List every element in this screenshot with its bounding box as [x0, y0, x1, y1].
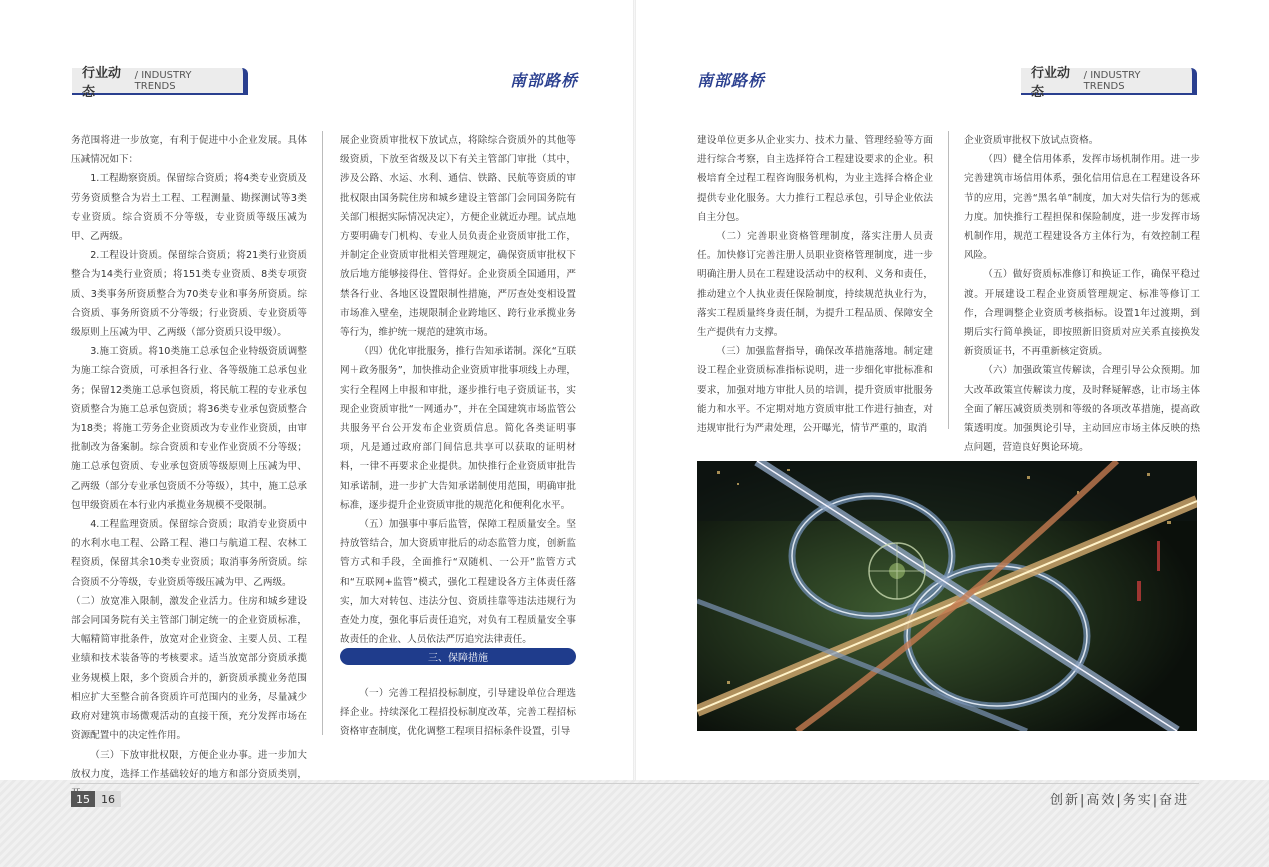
section-tab-right — [1021, 65, 1197, 100]
section-title-en: / INDUSTRY TRENDS — [1083, 69, 1141, 92]
section-title-en: / INDUSTRY TRENDS — [134, 69, 192, 92]
text-column-1 — [71, 131, 307, 803]
paragraph: 2.工程设计资质。保留综合资质；将21类行业资质整合为14类行业资质；将151类专业资质、8类专项资质、3类事务所资质整合为70类专业和事务所资质。综合资质、事务所资质不分等级；行业资质、专业资质等级原则上压减为甲、乙两级（部分资质只设甲级）。 — [71, 250, 307, 339]
paragraph: 3.施工资质。将10类施工总承包企业特级资质调整为施工综合资质，可承担各行业、各等级施工总承包业务；保留12类施工总承包资质，将民航工程的专业承包资质整合为施工总承包资质；将36类专业承包资质整合为18类；将施工劳务企业资质改为专业作业资质，由审批制改为备案制。综合资质和专业作业资质不分等级；施工总承包资质、专业承包资质等级原则上压减为甲、乙两级（部分专业承包资质不分等级），其中，施工总承包甲级资质在本行业内承揽业务规模不受限制。 — [71, 346, 307, 511]
highway-interchange-night-icon — [697, 461, 1197, 731]
page-number-right: 16 — [95, 791, 121, 807]
paragraph: 1.工程勘察资质。保留综合资质；将4类专业资质及劳务资质整合为岩土工程、工程测量、勘探测试等3类专业资质。综合资质不分等级，专业资质等级压减为甲、乙两级。 — [71, 173, 307, 243]
text-column-2-bottom — [340, 684, 576, 742]
text-column-2 — [340, 131, 576, 649]
footer-rule — [70, 783, 1199, 784]
brand-logo-right: 南部路桥 — [697, 71, 766, 90]
paragraph: （六）加强政策宣传解读，合理引导公众预期。加大改革政策宣传解读力度，及时释疑解惑，让市场主体全面了解压减资质类别和等级的各项改革措施，提高政策透明度。加强舆论引导，主动回应市场主体反映的热点问题，营造良好舆论环境。 — [964, 365, 1200, 454]
paragraph: 建设单位更多从企业实力、技术力量、管理经验等方面进行综合考察，自主选择符合工程建设要求的企业。积极培育全过程工程咨询服务机构，为业主选择合格企业提供专业化服务。大力推行工程总承包，引导企业依法自主分包。 — [697, 135, 933, 223]
paragraph: 务范围将进一步放宽，有利于促进中小企业发展。具体压减情况如下： — [71, 135, 307, 166]
section-heading-bar: 三、保障措施 — [340, 648, 576, 665]
paragraph: （二）放宽准入限制，激发企业活力。住房和城乡建设部会同国务院有关主管部门制定统一的企业资质标准，大幅精简审批条件，放宽对企业资金、主要人员、工程业绩和技术装备等的考核要求。适当放宽部分资质承揽业务规模上限，多个资质合并的，新资质承揽业务范围相应扩大至整合前各资质许可范围内的业务，尽量减少政府对建筑市场微观活动的直接干预，充分发挥市场在资源配置中的决定性作用。 — [71, 595, 307, 742]
paragraph: （三）加强监督指导，确保改革措施落地。制定建设工程企业资质标准指标说明，进一步细化审批标准和要求，加强对地方审批人员的培训，提升资质审批服务能力和水平。不定期对地方资质审批工作进行抽查，对违规审批行为严肃处理，公开曝光，情节严重的，取消 — [697, 346, 933, 435]
text-column-4 — [964, 131, 1200, 457]
footer-slogan: 创新|高效|务实|奋进 — [1050, 793, 1190, 808]
paragraph: （四）优化审批服务，推行告知承诺制。深化“互联网＋政务服务”，加快推动企业资质审批事项线上办理，实行全程网上申报和审批，逐步推行电子资质证书，实现企业资质审批“一网通办”，并在全国建筑市场监管公共服务平台公开发布企业资质信息。简化各类证明事项，凡是通过政府部门间信息共享可以获取的证明材料，一律不再要求企业提供。加快推行企业资质审批告知承诺制，进一步扩大告知承诺制使用范围，明确审批标准，逐步提升企业资质审批的规范化和便利化水平。 — [340, 346, 576, 511]
page-number-left: 15 — [71, 791, 95, 807]
section-title-cn: 行业动态 — [1031, 65, 1071, 100]
page-gutter — [633, 0, 636, 780]
paragraph: （一）完善工程招投标制度，引导建设单位合理选择企业。持续深化工程招投标制度改革，完善工程招标资格审查制度，优化调整工程项目招标条件设置，引导 — [340, 688, 576, 738]
column-divider — [322, 131, 323, 735]
paragraph: （二）完善职业资格管理制度，落实注册人员责任。加快修订完善注册人员职业资格管理制度，进一步明确注册人员在工程建设活动中的权利、义务和责任，推动建立个人执业责任保险制度，持续规范执业行为，落实工程质量终身责任制，为提升工程品质、保障安全生产提供有力支撑。 — [697, 231, 933, 339]
paragraph: 4.工程监理资质。保留综合资质；取消专业资质中的水利水电工程、公路工程、港口与航道工程、农林工程资质，保留其余10类专业资质；取消事务所资质。综合资质不分等级，专业资质等级压减为甲、乙两级。 — [71, 519, 307, 588]
column-divider — [948, 131, 949, 429]
paragraph: （五）加强事中事后监管，保障工程质量安全。坚持放管结合，加大资质审批后的动态监管力度，创新监管方式和手段，全面推行“双随机、一公开”监管方式和“互联网+监管”模式，强化工程建设各方主体责任落实，加大对转包、违法分包、资质挂靠等违法违规行为查处力度，强化事后责任追究，对负有工程质量安全事故责任的企业、人员依法严厉追究法律责任。 — [340, 519, 576, 646]
text-column-3 — [697, 131, 933, 438]
paragraph: 企业资质审批权下放试点资格。 — [964, 135, 1099, 146]
paragraph: （四）健全信用体系，发挥市场机制作用。进一步完善建筑市场信用体系，强化信用信息在工程建设各环节的应用，完善“黑名单”制度，加大对失信行为的惩戒力度。加快推行工程担保和保险制度，进一步发挥市场机制作用，规范工程建设各方主体行为，有效控制工程风险。 — [964, 154, 1200, 262]
brand-logo-left: 南部路桥 — [510, 71, 579, 90]
highway-interchange-photo — [697, 461, 1197, 731]
paragraph: （三）下放审批权限，方便企业办事。进一步加大放权力度，选择工作基础较好的地方和部分资质类别， — [71, 749, 307, 780]
section-title-cn: 行业动态 — [82, 65, 122, 100]
paragraph: 展企业资质审批权下放试点，将除综合资质外的其他等级资质，下放至省级及以下有关主管部门审批（其中，涉及公路、水运、水利、通信、铁路、民航等资质的审批权限由国务院住房和城乡建设主管部门会同国务院有关部门根据实际情况决定），方便企业就近办理。试点地方要明确专门机构、专业人员负责企业资质审批工作，并制定企业资质审批相关管理规定，确保资质审批权下放后地方能够接得住、管得好。企业资质全国通用，严禁各行业、各地区设置限制性措施，严厉查处变相设置市场准入壁垒，违规限制企业跨地区、跨行业承揽业务等行为，维护统一规范的建筑市场。 — [340, 135, 576, 339]
section-tab-left — [72, 65, 248, 100]
paragraph: （五）做好资质标准修订和换证工作，确保平稳过渡。开展建设工程企业资质管理规定、标准等修订工作，合理调整企业资质考核指标。设置1年过渡期，到期后实行简单换证，即按照新旧资质对应关系直接换发新资质证书，不再重新核定资质。 — [964, 269, 1200, 358]
